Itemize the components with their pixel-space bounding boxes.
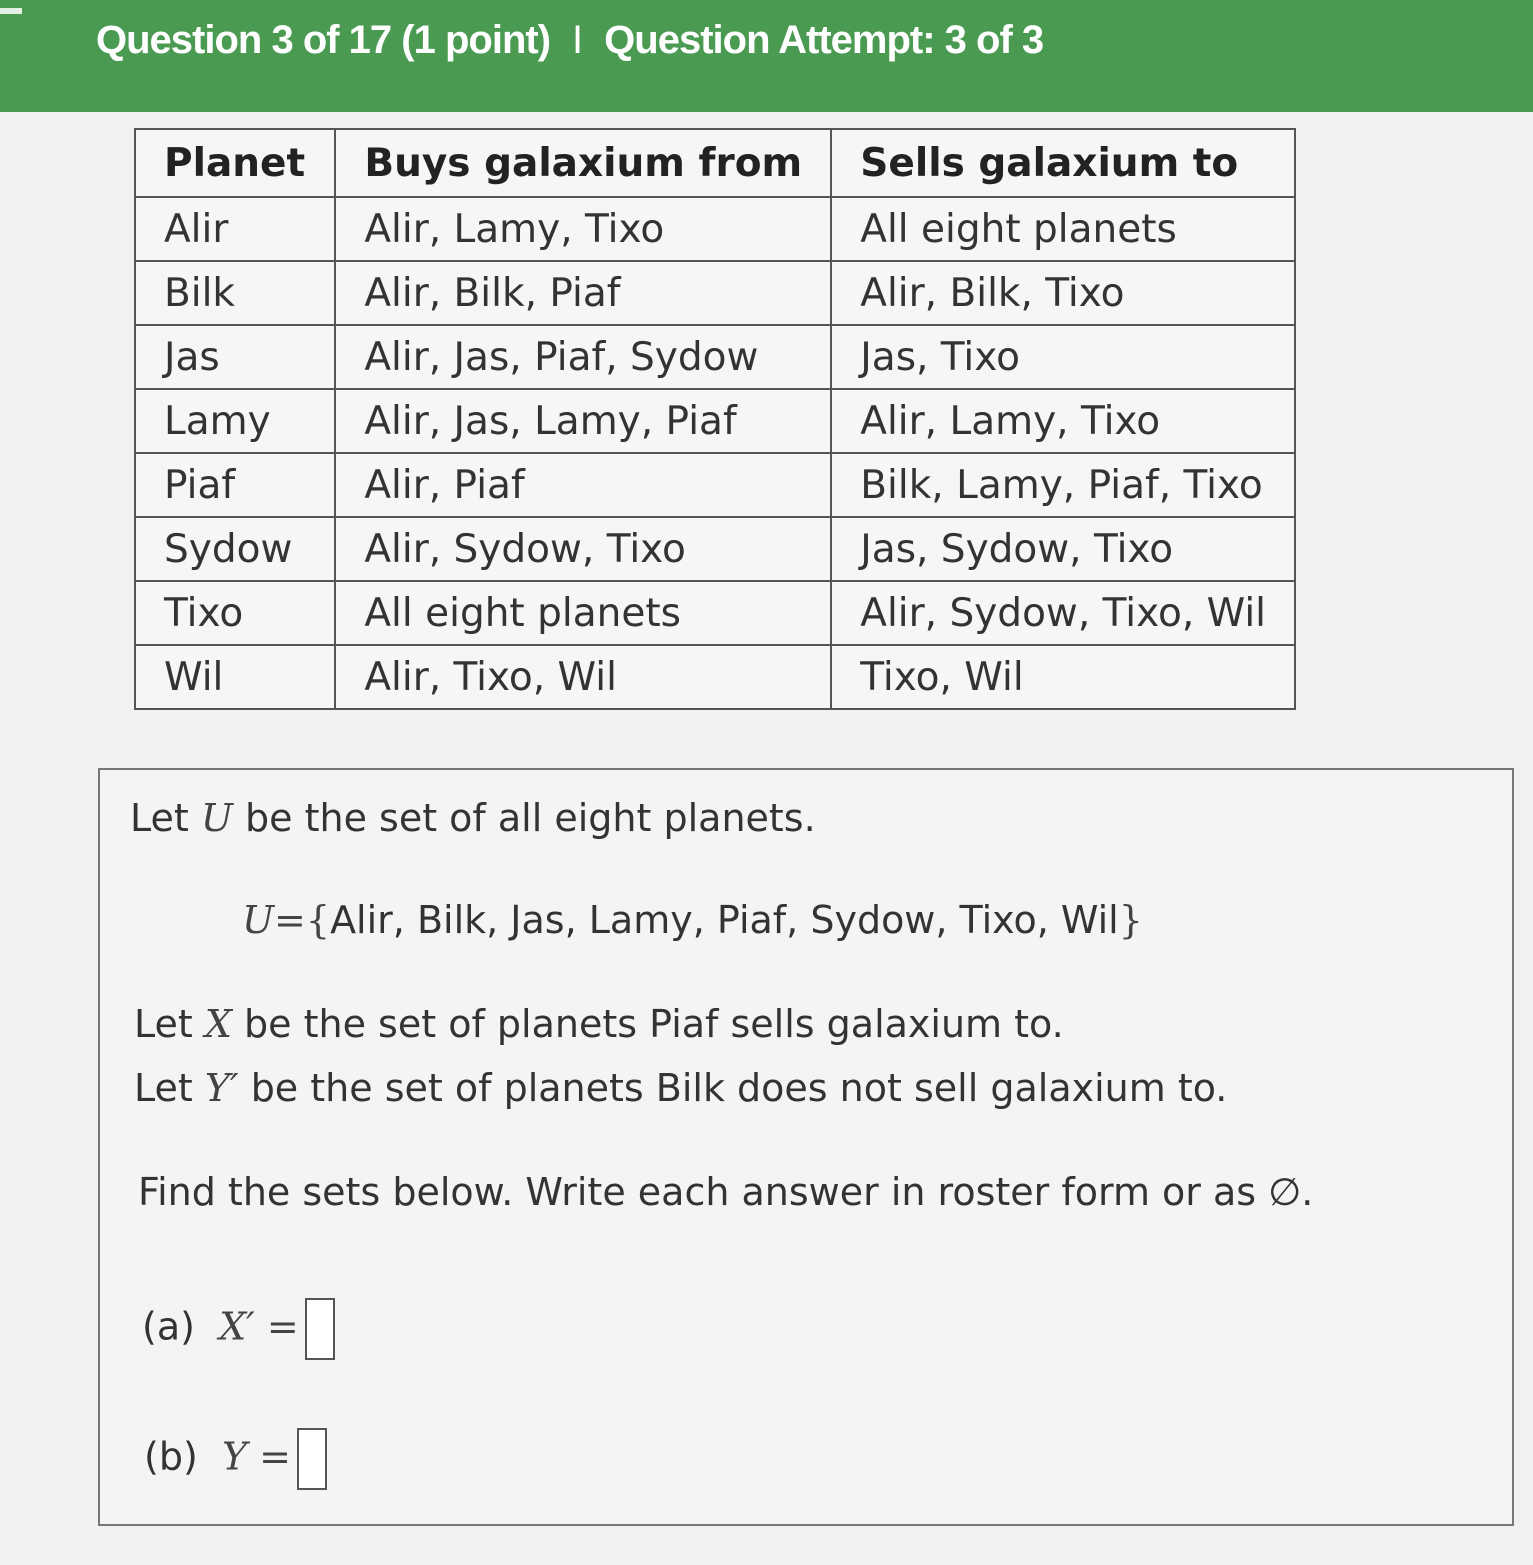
set-variable-x: X	[204, 1002, 232, 1046]
table-row	[135, 517, 1295, 581]
planet-cell: Alir	[135, 197, 335, 261]
question-panel	[98, 768, 1514, 1526]
column-header-sells: Sells galaxium to	[831, 129, 1295, 197]
table-row	[135, 325, 1295, 389]
question-header	[0, 0, 1533, 112]
statement-text: Let	[134, 1066, 193, 1110]
instruction-text: Find the sets below. Write each answer in roster form or as ∅.	[138, 1170, 1314, 1214]
buys-cell: Alir, Bilk, Piaf	[335, 261, 831, 325]
buys-cell: All eight planets	[335, 581, 831, 645]
part-b-answer-input[interactable]	[297, 1428, 327, 1490]
buys-cell: Alir, Lamy, Tixo	[335, 197, 831, 261]
question-number-label: Question 3 of 17 (1 point)	[96, 18, 551, 62]
set-variable-u: U	[242, 898, 275, 942]
statement-text: be the set of all eight planets.	[245, 796, 816, 840]
brace-close: }	[1118, 898, 1143, 942]
universal-set-definition	[242, 898, 1143, 942]
buys-cell: Alir, Tixo, Wil	[335, 645, 831, 709]
table-row	[135, 581, 1295, 645]
sells-cell: Tixo, Wil	[831, 645, 1295, 709]
column-header-buys: Buys galaxium from	[335, 129, 831, 197]
sells-cell: Alir, Bilk, Tixo	[831, 261, 1295, 325]
set-x-statement	[134, 1002, 1064, 1046]
statement-text: be the set of planets Piaf sells galaxium to.	[244, 1002, 1064, 1046]
equals-sign: =	[274, 898, 306, 942]
statement-text: Let	[130, 796, 189, 840]
statement-text: Let	[134, 1002, 193, 1046]
set-variable-y-prime: Y′	[204, 1066, 239, 1110]
planet-cell: Lamy	[135, 389, 335, 453]
planet-cell: Tixo	[135, 581, 335, 645]
planet-cell: Sydow	[135, 517, 335, 581]
statement-text: be the set of planets Bilk does not sell galaxium to.	[250, 1066, 1228, 1110]
sells-cell: Bilk, Lamy, Piaf, Tixo	[831, 453, 1295, 517]
attempt-label: Question Attempt: 3 of 3	[604, 18, 1044, 62]
brace-open: {	[305, 898, 331, 942]
buys-cell: Alir, Sydow, Tixo	[335, 517, 831, 581]
planet-cell: Bilk	[135, 261, 335, 325]
set-variable-y: Y	[221, 1434, 248, 1479]
part-a-answer-input[interactable]	[305, 1298, 335, 1360]
galaxium-trade-table	[134, 128, 1296, 710]
set-variable-u: U	[200, 796, 233, 840]
part-b-label: (b)	[144, 1434, 198, 1479]
part-a-label: (a)	[142, 1304, 195, 1349]
buys-cell: Alir, Jas, Lamy, Piaf	[335, 389, 831, 453]
table-row	[135, 261, 1295, 325]
table-row	[135, 645, 1295, 709]
sells-cell: Jas, Tixo	[831, 325, 1295, 389]
header-title	[96, 18, 1043, 63]
menu-edge-marker[interactable]	[0, 8, 22, 14]
sells-cell: Alir, Sydow, Tixo, Wil	[831, 581, 1295, 645]
planet-cell: Jas	[135, 325, 335, 389]
planet-cell: Piaf	[135, 453, 335, 517]
planet-cell: Wil	[135, 645, 335, 709]
set-members: Alir, Bilk, Jas, Lamy, Piaf, Sydow, Tixo, Wil	[330, 898, 1119, 942]
set-variable-x-prime: X′	[219, 1304, 255, 1349]
equals-sign: =	[259, 1434, 291, 1479]
table-header-row	[135, 129, 1295, 197]
universal-set-statement	[130, 796, 816, 840]
buys-cell: Alir, Jas, Piaf, Sydow	[335, 325, 831, 389]
part-b	[144, 1428, 327, 1490]
equals-sign: =	[266, 1304, 299, 1349]
set-y-complement-statement	[134, 1066, 1227, 1110]
table-row	[135, 453, 1295, 517]
table-row	[135, 389, 1295, 453]
buys-cell: Alir, Piaf	[335, 453, 831, 517]
table-row	[135, 197, 1295, 261]
sells-cell: All eight planets	[831, 197, 1295, 261]
sells-cell: Jas, Sydow, Tixo	[831, 517, 1295, 581]
part-a	[142, 1298, 335, 1360]
column-header-planet: Planet	[135, 129, 335, 197]
header-separator: I	[572, 18, 583, 62]
sells-cell: Alir, Lamy, Tixo	[831, 389, 1295, 453]
